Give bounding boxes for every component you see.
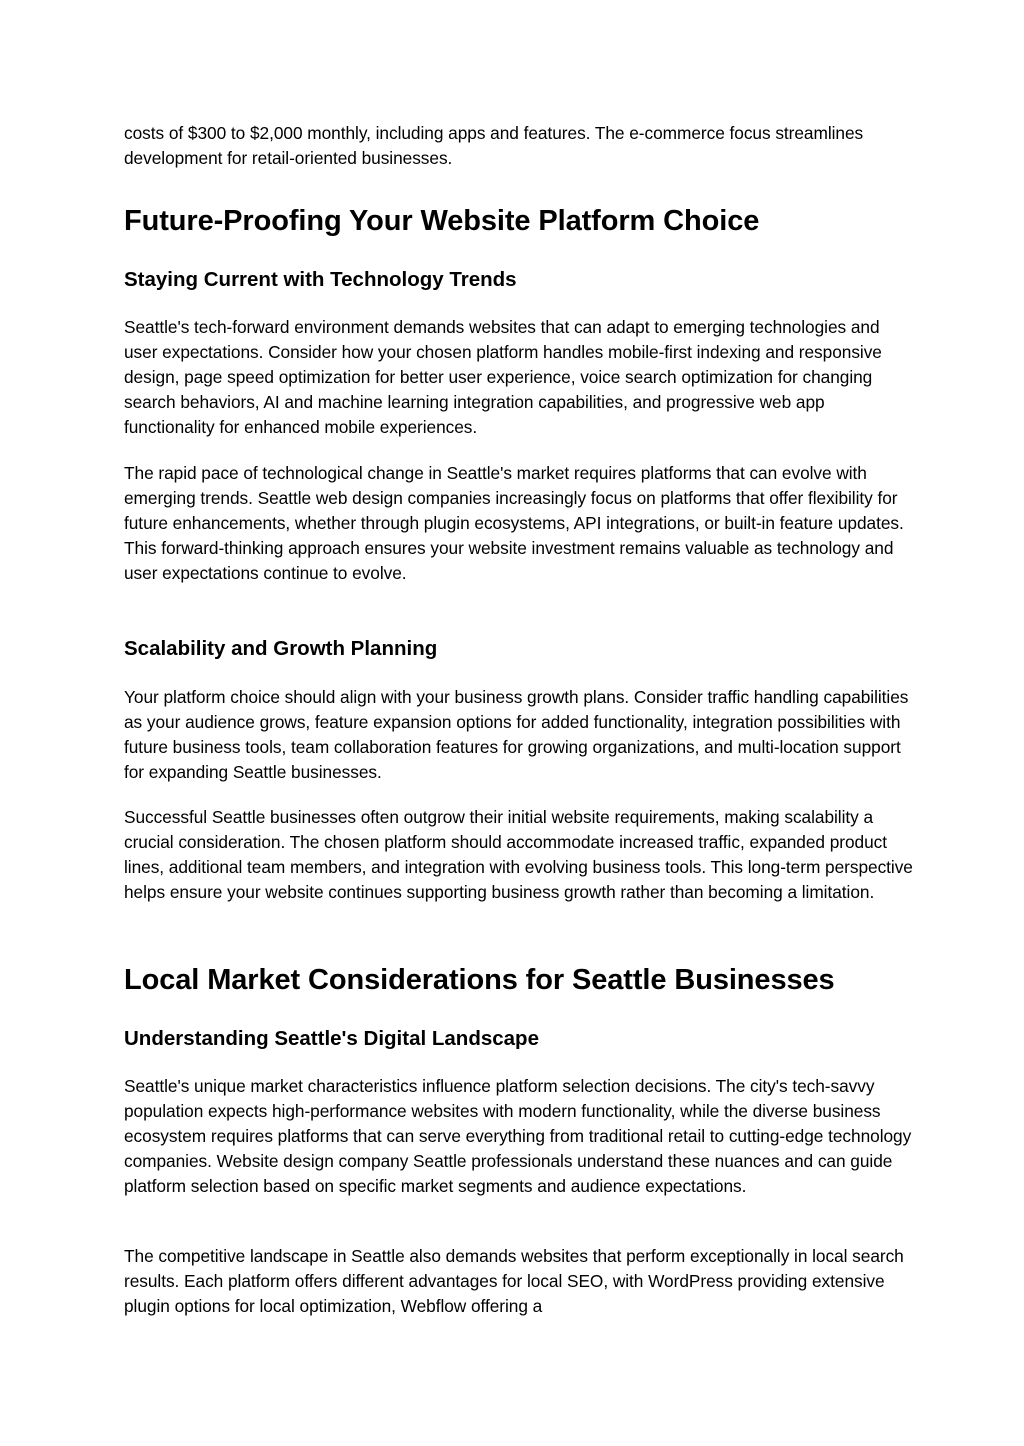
subheading-digital-landscape: Understanding Seattle's Digital Landscape: [124, 1027, 539, 1050]
intro-paragraph: costs of $300 to $2,000 monthly, including apps and features. The e-commerce focus streamlines development for retail-oriented businesses.: [124, 123, 864, 168]
paragraph-scalability-1: Your platform choice should align with your business growth plans. Consider traffic handling capabilities as your audience grows, feature expansion options for added functionality, integration possibilities with future business tools, team collaboration features for growing organizations, and multi-location support for expanding Seattle businesses.: [124, 687, 909, 782]
section-heading-local-market: Local Market Considerations for Seattle Businesses: [124, 964, 835, 996]
paragraph-technology-trends-2: The rapid pace of technological change in Seattle's market requires platforms that can evolve with emerging trends. Seattle web design companies increasingly focus on platforms that offer flexibility for future enhancements, whether through plugin ecosystems, API integrations, or built-in feature updates. This forward-thinking approach ensures your website investment remains valuable as technology and user expectations continue to evolve.: [124, 463, 904, 583]
paragraph-scalability-2: Successful Seattle businesses often outgrow their initial website requirements, making scalability a crucial consideration. The chosen platform should accommodate increased traffic, expanded product lines, additional team members, and integration with evolving business tools. This long-term perspective helps ensure your website continues supporting business growth rather than becoming a limitation.: [124, 807, 913, 902]
paragraph-digital-landscape-2: The competitive landscape in Seattle also demands websites that perform exceptionally in local search results. Each platform offers different advantages for local SEO, with WordPress providing extensive plugin options for local optimization, Webflow offering a: [124, 1246, 904, 1316]
section-heading-future-proofing: Future-Proofing Your Website Platform Choice: [124, 205, 760, 237]
paragraph-digital-landscape-1: Seattle's unique market characteristics influence platform selection decisions. The city's tech-savvy population expects high-performance websites with modern functionality, while the diverse business ecosystem requires platforms that can serve everything from traditional retail to cutting-edge technology companies. Website design company Seattle professionals understand these nuances and can guide platform selection based on specific market segments and audience expectations.: [124, 1076, 912, 1196]
subheading-technology-trends: Staying Current with Technology Trends: [124, 268, 517, 291]
paragraph-technology-trends-1: Seattle's tech-forward environment demands websites that can adapt to emerging technologies and user expectations. Consider how your chosen platform handles mobile-first indexing and responsive design, page speed optimization for better user experience, voice search optimization for changing search behaviors, AI and machine learning integration capabilities, and progressive web app functionality for enhanced mobile experiences.: [124, 317, 882, 437]
subheading-scalability: Scalability and Growth Planning: [124, 637, 438, 660]
